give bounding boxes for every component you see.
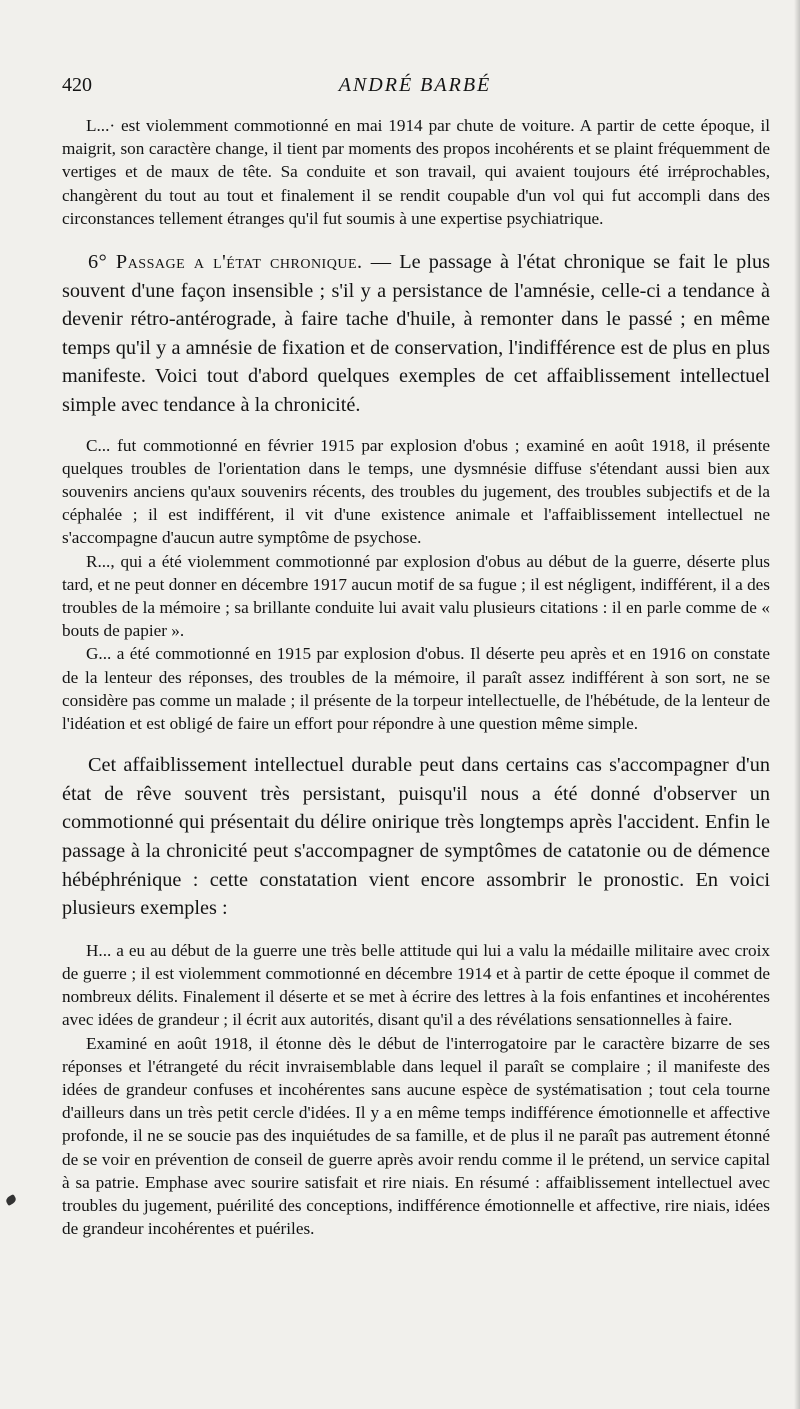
case-h-paragraph: H... a eu au début de la guerre une très belle attitude qui lui a valu la médaille militaire avec croix de guerre ; il est violemment commotionné en décembre 1914 et à partir de cette époque il commet de nombreux délits. Finalement il déserte et se met à écrire des lettres à la fois enfantines et incohérentes avec idées de grandeur ; il écrit aux autorités, disant qu'il a des révélations sensationnelles à faire. <box>62 940 770 1030</box>
page-edge-shadow <box>794 0 800 1409</box>
case-c-paragraph: C... fut commotionné en février 1915 par explosion d'obus ; examiné en août 1918, il présente quelques troubles de l'orientation dans le temps, une dysmnésie diffuse s'étendant aussi bien aux souvenirs anciens qu'aux souvenirs récents, des troubles du jugement, des troubles subjectifs et de la céphalée ; il est indifférent, il vit d'une existence animale et l'affaiblissement intellectuel ne s'accompagne d'aucun autre symptôme de psychose. <box>62 435 770 548</box>
section-6-paragraph <box>62 248 770 420</box>
ink-blot <box>5 1194 18 1206</box>
page-number: 420 <box>62 74 92 96</box>
page-header <box>62 74 768 104</box>
section-6-heading: 6° Passage a l'état chronique. <box>88 251 363 274</box>
section-6-text: — Le passage à l'état chronique se fait le plus souvent d'une façon insensible ; s'il y a persistance de l'amnésie, celle-ci a tendance à devenir rétro-antérograde, à faire tache d'huile, à remonter dans le passé ; en même temps qu'il y a amnésie de fixation et de conservation, l'indifférence est de plus en plus manifeste. Voici tout d'abord quelques exemples de cet affaiblissement intellectuel simple avec tendance à la chronicité. <box>62 251 770 416</box>
case-r-paragraph: R..., qui a été violemment commotionné par explosion d'obus au début de la guerre, déserte plus tard, et ne peut donner en décembre 1917 aucun motif de sa fugue ; il est négligent, indifférent, il a des troubles de la mémoire ; sa brillante conduite lui avait valu plusieurs citations : il en parle comme de « bouts de papier ». <box>62 551 770 641</box>
case-l-paragraph: L...· est violemment commotionné en mai 1914 par chute de voiture. A partir de cette époque, il maigrit, son caractère change, il tient par moments des propos incohérents et se plaint fréquemment de vertiges et de maux de tête. Sa conduite et son travail, qui avaient toujours été irréprochables, changèrent du tout au tout et finalement il se rendit coupable d'un vol qui fut accompli dans des circonstances tellement étranges qu'il fut soumis à une expertise psychiatrique. <box>62 116 770 228</box>
running-title: ANDRÉ BARBÉ <box>338 74 492 96</box>
page-body <box>62 114 770 1240</box>
case-g-paragraph: G... a été commotionné en 1915 par explosion d'obus. Il déserte peu après et en 1916 on constate de la lenteur des réponses, des troubles de la mémoire, il paraît assez indifférent à son sort, ne se considère pas comme un malade ; il présente de la torpeur intellectuelle, de l'hébétude, de la lenteur de l'idéation et est obligé de faire un effort pour répondre à une question même simple. <box>62 644 770 734</box>
dream-state-paragraph: Cet affaiblissement intellectuel durable peut dans certains cas s'accompagner d'un état de rêve souvent très persistant, puisqu'il nous a été donné d'observer un commotionné qui présentait du délire onirique très longtemps après l'accident. Enfin le passage à la chronicité peut s'accompagner de symptômes de catatonie ou de démence hébéphrénique : cette constatation vient encore assombrir le pronostic. En voici plusieurs exemples : <box>62 754 770 920</box>
case-h-continued-paragraph: Examiné en août 1918, il étonne dès le début de l'interrogatoire par le caractère bizarre de ses réponses et l'étrangeté du récit invraisemblable dans lequel il paraît se complaire ; il manifeste des idées de grandeur confuses et incohérentes sans aucune espèce de systématisation ; tout cela tourne d'ailleurs dans un très petit cercle d'idées. Il y a en même temps indifférence émotionnelle et affective profonde, il ne se soucie pas des inquiétudes de sa famille, et de plus il ne paraît pas autrement étonné de se voir en prévention de conseil de guerre après avoir rendu comme il le prétend, un service capital à sa patrie. Emphase avec sourire satisfait et rire niais. En résumé : affaiblissement intellectuel avec troubles du jugement, puérilité des conceptions, indifférence émotionnelle et affective, rire niais, idées de grandeur incohérentes et puériles. <box>62 1033 770 1239</box>
